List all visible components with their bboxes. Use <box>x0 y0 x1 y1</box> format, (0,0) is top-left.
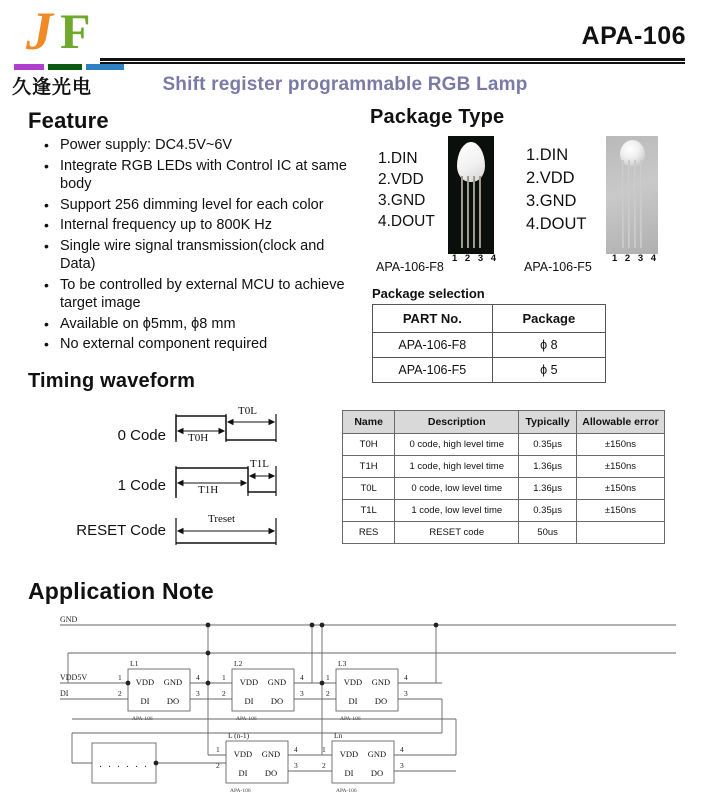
pin-label: 1.DIN <box>526 146 569 164</box>
cell-package: ϕ 5 <box>492 358 605 383</box>
timing-waveform-figure <box>30 400 330 550</box>
chip-part-ln: APA-106 <box>336 788 357 794</box>
timing-specification-table <box>342 410 665 544</box>
svg-text:4: 4 <box>300 673 304 682</box>
chip-l3-labels <box>344 677 390 706</box>
timing-waveform-heading: Timing waveform <box>28 370 196 392</box>
pin-list-f8 <box>378 148 435 232</box>
package-name-f5: APA-106-F5 <box>524 260 592 274</box>
pin-label: 4.DOUT <box>378 213 435 230</box>
cell-description: 0 code, low level time <box>395 478 519 500</box>
cell-error <box>576 522 664 544</box>
header-divider <box>100 58 685 65</box>
led-lead <box>461 176 463 248</box>
pin-label: 1.DIN <box>378 150 418 167</box>
pin-numbers-f8: 1 2 3 4 <box>452 253 499 264</box>
pin-numbers-f5: 1 2 3 4 <box>612 253 659 264</box>
cell-description: 0 code, high level time <box>395 434 519 456</box>
list-item <box>38 237 358 274</box>
svg-text:4: 4 <box>294 745 298 754</box>
svg-text:2: 2 <box>216 761 220 770</box>
svg-text:2: 2 <box>118 689 122 698</box>
cell-description: RESET code <box>395 522 519 544</box>
svg-text:VDD: VDD <box>233 749 253 759</box>
page-subtitle: Shift register programmable RGB Lamp <box>162 74 528 95</box>
package-type-figures <box>372 134 692 284</box>
waveform-t0l-label: T0L <box>238 405 257 417</box>
package-name-f8: APA-106-F8 <box>376 260 444 274</box>
table-header-row <box>373 305 606 333</box>
table-row <box>343 434 665 456</box>
chip-ref-l1: L1 <box>130 659 139 668</box>
junction-dots <box>126 623 439 766</box>
led-lead <box>628 160 630 248</box>
logo-chinese-name: 久逢光电 <box>12 76 93 98</box>
logo-bar-green <box>48 64 82 70</box>
svg-text:2: 2 <box>222 689 226 698</box>
chip-ref-ln: Ln <box>334 731 343 740</box>
cell-description: 1 code, high level time <box>395 456 519 478</box>
svg-text:3: 3 <box>404 689 408 698</box>
package-type-heading: Package Type <box>370 106 505 128</box>
list-item-label: No external component required <box>60 336 268 352</box>
logo-letter-f: F <box>60 3 91 59</box>
chip-box-l2 <box>232 669 294 711</box>
list-item <box>38 276 358 313</box>
chip-ref-ln1: L (n-1) <box>228 731 250 740</box>
table-row <box>373 333 606 358</box>
svg-text:GND: GND <box>367 749 387 759</box>
chip-l3-pin-numbers <box>326 673 408 698</box>
chip-ref-l3: L3 <box>338 659 347 668</box>
pin-label: 4.DOUT <box>526 215 587 233</box>
svg-text:2: 2 <box>326 689 330 698</box>
svg-text:4: 4 <box>196 673 200 682</box>
led-lead <box>640 160 642 248</box>
column-header: Name <box>343 411 395 434</box>
chip-box-l3 <box>336 669 398 711</box>
list-item-label: Power supply: DC4.5V~6V <box>60 137 233 153</box>
list-item <box>38 196 358 215</box>
chip-ln-pin-numbers <box>322 745 404 770</box>
cell-typical: 1.36µs <box>519 478 577 500</box>
svg-text:GND: GND <box>267 677 287 687</box>
svg-text:1: 1 <box>322 745 326 754</box>
bullet-icon: • <box>44 336 49 352</box>
pin-label: 2.VDD <box>378 171 424 188</box>
waveform-t1h-label: T1H <box>198 484 219 496</box>
table-row <box>343 456 665 478</box>
led-photo-f5 <box>606 136 658 254</box>
package-selection-table <box>372 304 606 383</box>
svg-text:4: 4 <box>404 673 408 682</box>
waveform-label-0code: 0 Code <box>117 427 166 444</box>
bullet-icon: • <box>44 237 49 254</box>
led-lead <box>479 176 481 248</box>
cell-typical: 50us <box>519 522 577 544</box>
list-item-label: Internal frequency up to 800K Hz <box>60 217 272 233</box>
waveform-t1l-label: T1L <box>250 458 269 470</box>
cell-name: T0L <box>343 478 395 500</box>
led-lead <box>473 176 475 248</box>
cell-typical: 1.36µs <box>519 456 577 478</box>
chip-part-ln1: APA-106 <box>230 788 251 794</box>
logo-color-bars <box>14 64 126 71</box>
cell-name: T1L <box>343 500 395 522</box>
waveform-label-reset: RESET Code <box>76 522 166 539</box>
list-item-label: To be controlled by external MCU to achieve target image <box>60 276 345 311</box>
gnd-label: GND <box>60 615 78 624</box>
svg-text:3: 3 <box>196 689 200 698</box>
svg-text:DI: DI <box>244 696 254 706</box>
chip-ln1-labels <box>234 749 280 778</box>
header-divider-line-1 <box>100 58 685 61</box>
chip-box-ln <box>332 741 394 783</box>
svg-text:DI: DI <box>348 696 358 706</box>
bullet-icon: • <box>44 196 49 213</box>
svg-text:1: 1 <box>118 673 122 682</box>
chip-ref-l2: L2 <box>234 659 243 668</box>
chip-ln1-pin-numbers <box>216 745 298 770</box>
chip-part-l2: APA-106 <box>236 716 257 722</box>
table-row <box>373 358 606 383</box>
svg-text:1: 1 <box>222 673 226 682</box>
pin-label: 3.GND <box>378 192 426 209</box>
table-row <box>343 478 665 500</box>
list-item-label: Integrate RGB LEDs with Control IC at same body <box>60 157 347 192</box>
chip-part-l1: APA-106 <box>132 716 153 722</box>
table-row <box>343 500 665 522</box>
bullet-icon: • <box>44 276 49 293</box>
waveform-t0h-label: T0H <box>188 432 209 444</box>
chip-box-ln1 <box>226 741 288 783</box>
svg-text:GND: GND <box>371 677 391 687</box>
bullet-icon: • <box>44 157 49 174</box>
continuation-ellipsis: . . . . . . <box>99 759 149 770</box>
chip-part-l3: APA-106 <box>340 716 361 722</box>
chip-l2-labels <box>240 677 286 706</box>
svg-text:DI: DI <box>238 768 248 778</box>
list-item <box>38 335 358 354</box>
svg-text:VDD: VDD <box>339 749 359 759</box>
led-lead <box>622 160 624 248</box>
list-item <box>38 315 358 334</box>
svg-text:DI: DI <box>140 696 150 706</box>
schematic-svg <box>36 615 696 794</box>
cell-name: RES <box>343 522 395 544</box>
cell-part-no: APA-106-F8 <box>373 333 493 358</box>
pin-label: 3.GND <box>526 192 577 210</box>
package-figure-f8 <box>372 134 524 282</box>
chip-ln-labels <box>340 749 386 778</box>
table-header-row <box>343 411 665 434</box>
svg-text:4: 4 <box>400 745 404 754</box>
svg-text:3: 3 <box>400 761 404 770</box>
svg-text:DO: DO <box>264 768 278 778</box>
cell-name: T1H <box>343 456 395 478</box>
chip-l1-labels <box>136 677 182 706</box>
svg-text:DO: DO <box>370 768 384 778</box>
bullet-icon: • <box>44 217 49 233</box>
package-selection-heading: Package selection <box>372 286 485 301</box>
svg-text:VDD: VDD <box>343 677 363 687</box>
chip-box-l1 <box>128 669 190 711</box>
column-header: Allowable error <box>576 411 664 434</box>
feature-heading: Feature <box>28 108 109 133</box>
list-item-label: Single wire signal transmission(clock and Data) <box>60 237 325 272</box>
led-photo-f8 <box>448 136 494 254</box>
svg-text:DO: DO <box>166 696 180 706</box>
svg-text:DI: DI <box>344 768 354 778</box>
svg-text:GND: GND <box>261 749 281 759</box>
cell-error: ±150ns <box>576 434 664 456</box>
svg-text:VDD: VDD <box>239 677 259 687</box>
page-title: APA-106 <box>581 22 686 50</box>
package-figure-f5 <box>524 134 676 282</box>
cell-part-no: APA-106-F5 <box>373 358 493 383</box>
vdd5v-label: VDD5V <box>60 673 88 682</box>
cell-package: ϕ 8 <box>492 333 605 358</box>
column-header: Description <box>395 411 519 434</box>
svg-text:1: 1 <box>216 745 220 754</box>
svg-text:VDD: VDD <box>135 677 155 687</box>
svg-text:3: 3 <box>294 761 298 770</box>
di-label: DI <box>60 689 69 698</box>
cell-typical: 0.35µs <box>519 434 577 456</box>
bullet-icon: • <box>44 137 49 153</box>
list-item <box>38 216 358 235</box>
pin-label: 2.VDD <box>526 169 575 187</box>
cell-error: ±150ns <box>576 500 664 522</box>
waveform-label-1code: 1 Code <box>117 477 166 494</box>
list-item <box>38 157 358 194</box>
svg-text:3: 3 <box>300 689 304 698</box>
page-header <box>0 0 708 102</box>
list-item-label: Available on ϕ5mm, ϕ8 mm <box>60 315 236 332</box>
bullet-icon: • <box>44 315 49 332</box>
column-header: PART No. <box>373 305 493 333</box>
logo-bar-purple <box>14 64 44 70</box>
column-header: Package <box>492 305 605 333</box>
svg-text:1: 1 <box>326 673 330 682</box>
chip-l1-pin-numbers <box>118 673 200 698</box>
header-divider-line-2 <box>100 62 685 64</box>
svg-text:DO: DO <box>374 696 388 706</box>
svg-text:2: 2 <box>322 761 326 770</box>
list-item-label: Support 256 dimming level for each color <box>60 196 324 213</box>
column-header: Typically <box>519 411 577 434</box>
application-note-heading: Application Note <box>28 578 214 604</box>
led-lead <box>467 176 469 248</box>
cell-typical: 0.35µs <box>519 500 577 522</box>
list-item <box>38 136 358 155</box>
svg-text:GND: GND <box>163 677 183 687</box>
table-row <box>343 522 665 544</box>
application-note-schematic <box>36 615 696 794</box>
chip-l2-pin-numbers <box>222 673 304 698</box>
cell-error: ±150ns <box>576 478 664 500</box>
logo-letter-j: J <box>26 1 53 61</box>
logo-letters <box>26 1 126 61</box>
led-lead <box>634 160 636 248</box>
cell-name: T0H <box>343 434 395 456</box>
cell-description: 1 code, low level time <box>395 500 519 522</box>
feature-list <box>38 136 358 356</box>
cell-error: ±150ns <box>576 456 664 478</box>
pin-list-f5 <box>526 144 587 236</box>
waveform-treset-label: Treset <box>208 513 236 525</box>
svg-text:DO: DO <box>270 696 284 706</box>
